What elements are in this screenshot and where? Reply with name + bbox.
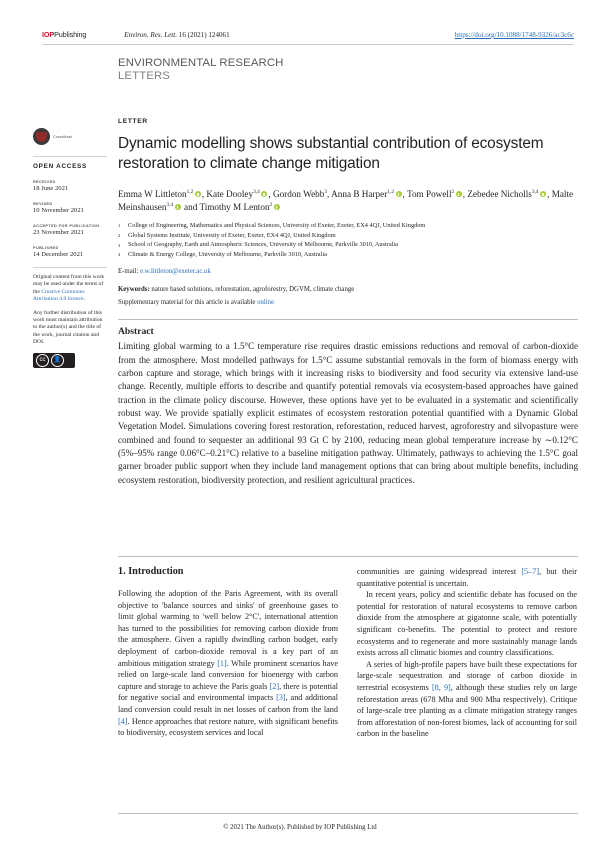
iop-publishing-logo (42, 30, 86, 39)
license-paragraph-2: Any further distribution of this work must maintain attribution to the author(s) and the title of the work, journal citation and DOI. (33, 309, 103, 346)
paragraph: A series of high-profile papers have built these expectations for large-scale sequestration and storage of carbon dioxide in terrestrial ecosystems [8, 9], although these studies rely on large reforestation areas (678 Mha and 900 Mha respectively). Critique of large-scale tree planting as a climate mitigation strategy ranges from afforestation of non-forest biomes, lack of accounting for soil carbon in the baseline (357, 659, 577, 739)
supplementary-text: Supplementary material for this article is available (118, 299, 256, 307)
author-affiliation-marker: 3,4 (531, 188, 539, 195)
author-affiliation-marker: 3,4 (166, 201, 174, 208)
meta-received (33, 179, 107, 193)
abstract-divider (118, 319, 578, 320)
affiliation-row (118, 250, 578, 260)
orcid-icon[interactable] (195, 191, 201, 197)
abstract-heading: Abstract (118, 326, 154, 338)
column-left (118, 566, 338, 740)
corresponding-email (118, 268, 578, 275)
author-list: Emma W Littleton$^{1,2}$ , Kate Dooley$^{3,4}$ , Gordon Webb$^3$, Anna B Harper$^{1,2}$ , Tom Powell$^2$ , Zebedee Nicholls$^{3,4}$ , Malte Meinshausen$^{3,4}$ and Timothy M Lenton$^2$ (118, 188, 574, 212)
meta-published-label: PUBLISHED (33, 245, 59, 250)
orcid-icon[interactable] (396, 191, 402, 197)
abstract-text: Limiting global warming to a 1.5°C temperature rise requires drastic emissions reductions and removal of carbon-dioxide from the atmosphere. Most modelled pathways for 1.5°C assume substantial removals in the form of biomass energy with carbon capture and storage, which brings with it increasing risks to biodiversity and food security via extensive land-use change. Recently, multiple efforts to describe and quantify potential removals via ecosystem-based approaches have gained traction in the climate policy discourse. However, these options have yet to be evaluated in a systematic and scientifically robust way. We provide spatially explicit estimates of ecosystem restoration potential quantified with a Dynamic Global Vegetation Model. Simulations covering forest restoration, reforestation, reduced harvest, agroforestry and silvopasture were combined and found to sequester an additional 93 Gt C by 2100, reducing mean global temperature increase by ∼0.12°C (5%–95% range 0.06°C–0.21°C) relative to a baseline mitigation pathway. Ultimately, pathways to achieving the 1.5°C goal garner broader public support when they include land management options that can bring about multiple benefits, including ecosystem restoration, biodiversity protection, and resilient agricultural practices. (118, 341, 578, 485)
reference-link[interactable]: [5–7] (521, 567, 540, 576)
author-name: Tom Powell (406, 189, 452, 199)
open-access-badge: OPEN ACCESS (33, 163, 87, 170)
journal-volume-pages: 16 (2021) 124061 (178, 31, 230, 39)
body-columns (118, 566, 578, 740)
author-name: Gordon Webb (272, 189, 325, 199)
license-paragraph-1 (33, 274, 107, 304)
supplementary-line (118, 299, 578, 306)
rail-divider-license (33, 267, 107, 268)
journal-name-abbrev: Environ. Res. Lett. (124, 31, 178, 39)
affiliation-text: School of Geography, Earth and Atmospheric Sciences, University of Melbourne, Parkville 3010, Australia (128, 241, 398, 249)
reference-link[interactable]: [3] (276, 693, 286, 703)
author-name: Zebedee Nicholls (467, 189, 532, 199)
journal-masthead (118, 57, 284, 83)
paragraph: In recent years, policy and scientific debate has focused on the potential for restoration of natural ecosystems to remove carbon dioxide from the atmosphere at gigatonne scale, with potentially significant co-benefits. The potential to protect and restore ecosystems and to regenerate and more sustainably manage lands exists across all climatic biomes and country classifications. (357, 590, 577, 658)
paragraph: Following the adoption of the Paris Agreement, with its overall objective to 'balance sources and sinks' of greenhouse gases to limit global warming to 'well below 2°C', international attention has turned to the possibilities for removing carbon dioxide from the atmosphere. Given a rapidly dwindling carbon budget, early deployment of carbon-dioxide removal is a key part of an ambitious mitigation strategy [1]. While prominent scenarios have relied on large-scale land conversion for bioenergy with carbon capture and storage to achieve the Paris goals [2], there is potential for negative social and environmental impacts [3], and additional land conversion could result in net losses of carbon from the land [4]. Hence approaches that restore nature, with significant benefits to biodiversity, ecosystem services and local (118, 589, 338, 738)
email-link[interactable]: e.w.littleton@exeter.ac.uk (140, 268, 211, 276)
affiliation-number: 3 (118, 242, 121, 248)
author-affiliation-marker: 2 (269, 201, 273, 208)
crossmark-icon (33, 128, 50, 145)
author-affiliation-marker: 1,2 (387, 188, 395, 195)
meta-revised-label: REVISED (33, 201, 53, 206)
article-header (118, 118, 578, 487)
orcid-icon[interactable] (175, 204, 181, 210)
meta-accepted-label: ACCEPTED FOR PUBLICATION (33, 223, 100, 228)
masthead-line-1: ENVIRONMENTAL RESEARCH (118, 57, 284, 69)
author-affiliation-marker: 3,4 (253, 188, 260, 195)
orcid-icon[interactable] (540, 191, 546, 197)
cc-icon: cc (36, 354, 49, 367)
author-name: Malte Meinshausen (118, 189, 574, 212)
copyright-footer: © 2021 The Author(s). Published by IOP Publishing Ltd (223, 824, 377, 831)
rail-divider-top (33, 156, 107, 157)
article-type-kicker: LETTER (118, 118, 148, 125)
meta-accepted (33, 223, 107, 237)
affiliation-text: College of Engineering, Mathematics and Physical Sciences, University of Exeter, Exeter, EX4 4QJ, United Kingdom (128, 222, 426, 229)
author-affiliation-marker: 3 (324, 188, 328, 195)
meta-revised (33, 201, 107, 215)
reference-link[interactable]: [1] (217, 658, 227, 668)
author-name: Kate Dooley (206, 189, 254, 199)
header-divider (42, 44, 574, 45)
supplementary-link[interactable]: online (257, 299, 275, 307)
license-notice (33, 274, 107, 347)
column-right (357, 566, 577, 740)
affiliation-number: 2 (118, 232, 121, 238)
meta-published (33, 245, 107, 259)
paragraph: communities are gaining widespread interest [5–7], but their quantitative potential is uncertain. (357, 567, 578, 588)
creative-commons-badge (33, 353, 75, 368)
meta-revised-value: 10 November 2021 (33, 207, 84, 214)
license-text-pre: Original content from this work may be used under the terms of the (33, 274, 105, 295)
reference-link[interactable]: [4] (118, 716, 128, 726)
crossmark-badge[interactable] (33, 128, 107, 145)
reference-link[interactable]: [2] (269, 681, 280, 691)
iop-publishing-word: Publishing (54, 30, 87, 39)
keywords-label: Keywords: (118, 286, 150, 294)
orcid-icon[interactable] (456, 191, 462, 197)
footer-divider (118, 813, 578, 814)
creative-commons-link[interactable]: Creative Commons Attribution 4.0 licence (33, 288, 85, 303)
meta-accepted-value: 23 November 2021 (33, 229, 84, 236)
sidebar-metadata (33, 128, 107, 368)
body-divider (118, 556, 578, 557)
page-title: Dynamic modelling shows substantial contribution of ecosystem restoration to climate change mitigation (118, 135, 544, 172)
crossmark-label: CrossMark (53, 134, 73, 139)
orcid-icon[interactable] (274, 204, 280, 210)
email-label: E-mail: (118, 268, 139, 276)
meta-received-label: RECEIVED (33, 179, 56, 184)
affiliation-text: Global Systems Institute, University of Exeter, Exeter, EX4 4QJ, United Kingdom (128, 231, 336, 239)
author-affiliation-marker: 1,2 (186, 188, 194, 195)
affiliation-row (118, 231, 578, 241)
affiliation-number: 1 (118, 223, 121, 229)
meta-received-value: 18 June 2021 (33, 185, 69, 192)
author-name: Emma W Littleton (118, 189, 187, 199)
orcid-icon[interactable] (261, 191, 267, 197)
affiliation-list (118, 221, 578, 259)
keywords-line (118, 285, 578, 295)
affiliation-row (118, 221, 578, 231)
running-head (42, 30, 574, 44)
doi-link[interactable]: https://doi.org/10.1088/1748-9326/ac3c6c (454, 31, 574, 39)
affiliation-number: 4 (118, 252, 121, 258)
author-name: Timothy M Lenton (199, 202, 270, 212)
reference-link[interactable]: [8, 9] (431, 682, 451, 692)
author-affiliation-marker: 2 (451, 188, 455, 195)
cc-by-icon: 👤 (51, 354, 64, 367)
section-heading-introduction: 1. Introduction (118, 566, 184, 577)
masthead-line-2: LETTERS (118, 70, 170, 83)
author-name: Anna B Harper (331, 189, 388, 199)
affiliation-text: Climate & Energy College, University of Melbourne, Parkville 3010, Australia (128, 250, 327, 258)
meta-published-value: 14 December 2021 (33, 251, 84, 258)
journal-citation (124, 31, 229, 39)
license-text-post: . (83, 296, 85, 303)
iop-mark: IOP (42, 30, 55, 39)
affiliation-row (118, 240, 578, 250)
keywords-value: nature based solutions, reforestation, agroforestry, DGVM, climate change (151, 286, 355, 294)
